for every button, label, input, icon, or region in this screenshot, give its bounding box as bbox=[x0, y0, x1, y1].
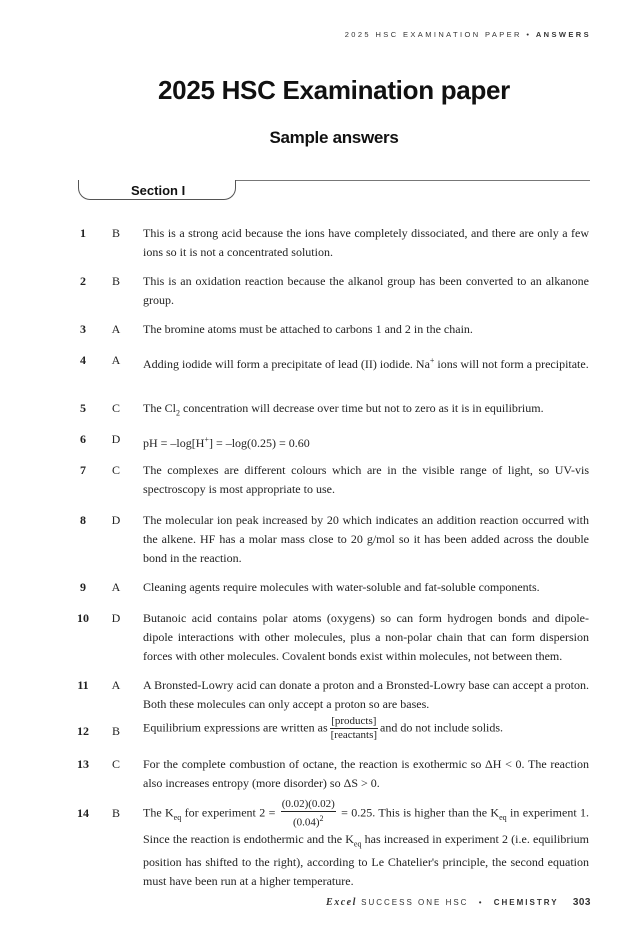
page-title: 2025 HSC Examination paper bbox=[158, 75, 510, 105]
answer-text: A Bronsted-Lowry acid can donate a proton and a Bronsted-Lowry base can accept a proton. Both these molecules can only accept a proton so are bases. bbox=[143, 678, 589, 711]
subscript: eq bbox=[173, 812, 182, 822]
fraction bbox=[281, 798, 336, 830]
answer-text: Butanoic acid contains polar atoms (oxygens) so can form hydrogen bonds and dipole-dipole interactions with other molecules, plus a non-polar chain that can form dispersion forces with other molecules. Covalent bonds exist within molecules, not between them. bbox=[143, 611, 589, 663]
footer-subject: CHEMISTRY bbox=[493, 898, 559, 907]
answer-text-part: The K bbox=[143, 805, 174, 820]
charge-superscript: + bbox=[204, 435, 209, 444]
footer-brand: Excel bbox=[326, 897, 357, 908]
footer-series: SUCCESS ONE HSC bbox=[361, 898, 469, 907]
answer-text-part: ] = –log(0.25) = 0.60 bbox=[208, 436, 310, 450]
running-header-title: 2025 HSC EXAMINATION PAPER bbox=[344, 30, 522, 39]
answer-text-part: = 0.25. This is higher than the K bbox=[337, 805, 500, 820]
answer-text-part: in experiment 1. Since the reaction is endothermic and the K bbox=[143, 805, 590, 846]
question-number: 7 bbox=[80, 463, 86, 477]
subscript: eq bbox=[499, 812, 507, 822]
subscript: 2 bbox=[176, 408, 180, 418]
answer-letter: B bbox=[111, 806, 120, 820]
question-number: 2 bbox=[80, 274, 86, 288]
answer-letter: D bbox=[111, 432, 121, 446]
section-label: Section I bbox=[131, 183, 186, 198]
answer-text bbox=[143, 351, 589, 374]
answer-letter: A bbox=[111, 353, 121, 367]
answer-text-part: and do not include solids. bbox=[380, 720, 504, 735]
answer-text-part: The Cl bbox=[143, 401, 176, 415]
answer-letter: B bbox=[111, 226, 120, 240]
answer-letter: B bbox=[111, 274, 120, 288]
answer-letter: A bbox=[111, 678, 121, 692]
question-number: 6 bbox=[80, 432, 86, 446]
answer-text bbox=[143, 715, 589, 742]
answer-text: For the complete combustion of octane, the reaction is exothermic so ΔH < 0. The reaction also increases entropy (more disorder) so ΔS > 0. bbox=[143, 757, 589, 790]
answer-text bbox=[143, 430, 589, 453]
question-number: 13 bbox=[77, 757, 89, 771]
question-number: 12 bbox=[77, 724, 89, 738]
answer-letter: B bbox=[111, 724, 120, 738]
answer-letter: A bbox=[111, 322, 121, 336]
question-number: 5 bbox=[80, 401, 86, 415]
answer-text-part: Adding iodide will form a precipitate of lead (II) iodide. Na bbox=[143, 357, 430, 371]
fraction bbox=[330, 715, 378, 742]
question-number: 3 bbox=[80, 322, 86, 336]
question-number: 1 bbox=[80, 226, 86, 240]
page-footer bbox=[326, 897, 591, 908]
answer-letter: C bbox=[111, 757, 120, 771]
footer-separator: • bbox=[478, 898, 484, 907]
answer-text: Cleaning agents require molecules with water-soluble and fat-soluble components. bbox=[143, 580, 540, 594]
answer-text: This is an oxidation reaction because the alkanol group has been converted to an alkanone group. bbox=[143, 274, 589, 307]
answer-text: The complexes are different colours which are in the visible range of light, so UV-vis spectroscopy is most appropriate to use. bbox=[143, 463, 589, 496]
answer-text-part: concentration will decrease over time but not to zero as it is in equilibrium. bbox=[180, 401, 544, 415]
answer-text: The molecular ion peak increased by 20 which indicates an addition reaction occurred with the alkene. HF has a molar mass close to 20 g/mol so it has been added across the double bond in the reaction. bbox=[143, 513, 589, 565]
answer-letter: A bbox=[111, 580, 121, 594]
fraction-numerator: (0.02)(0.02) bbox=[281, 798, 335, 810]
question-number: 14 bbox=[77, 806, 89, 820]
running-header-separator: • bbox=[526, 30, 532, 39]
answer-text bbox=[143, 798, 589, 891]
answer-text: The bromine atoms must be attached to carbons 1 and 2 in the chain. bbox=[143, 322, 473, 336]
fraction-denominator-base: (0.04) bbox=[292, 816, 320, 829]
running-header-section: ANSWERS bbox=[535, 30, 591, 39]
fraction-numerator: [products] bbox=[331, 715, 377, 727]
answer-text bbox=[143, 399, 589, 422]
answer-text-part: pH = –log[H bbox=[143, 436, 205, 450]
running-header bbox=[345, 30, 591, 39]
answer-text-part: Equilibrium expressions are written as bbox=[143, 720, 328, 735]
question-number: 10 bbox=[77, 611, 89, 625]
fraction-denominator: [reactants] bbox=[330, 729, 378, 741]
page-subtitle: Sample answers bbox=[269, 128, 399, 147]
answer-letter: D bbox=[111, 513, 121, 527]
question-number: 11 bbox=[77, 678, 89, 692]
answer-text-part: has increased in experiment 2 (i.e. equilibrium position has shifted to the right), according to Le Chatelier's principle, the second equation must have been run at a higher temperature. bbox=[143, 831, 589, 889]
page-number: 303 bbox=[572, 897, 591, 908]
superscript: 2 bbox=[319, 814, 324, 823]
question-number: 4 bbox=[80, 353, 86, 367]
subscript: eq bbox=[353, 839, 362, 849]
answer-letter: C bbox=[111, 401, 120, 415]
answer-text: This is a strong acid because the ions have completely dissociated, and there are only a few ions so it is not a concentrated solution. bbox=[143, 226, 589, 259]
answer-letter: C bbox=[111, 463, 120, 477]
answer-letter: D bbox=[111, 611, 121, 625]
question-number: 8 bbox=[80, 513, 86, 527]
answer-text-part: for experiment 2 = bbox=[181, 805, 279, 820]
answer-text-part: ions will not form a precipitate. bbox=[434, 357, 589, 371]
question-number: 9 bbox=[80, 580, 86, 594]
fraction-denominator bbox=[281, 812, 336, 830]
charge-superscript: + bbox=[429, 356, 435, 365]
